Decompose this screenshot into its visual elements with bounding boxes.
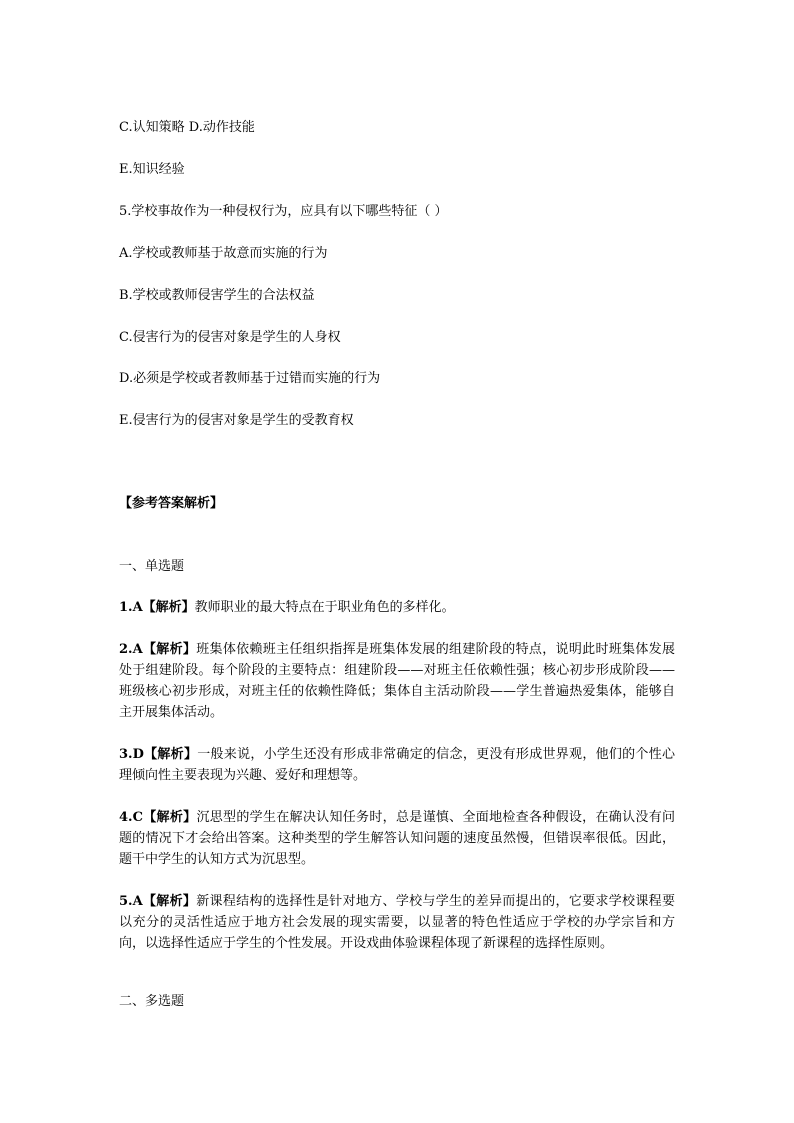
answer-text: 新课程结构的选择性是针对地方、学校与学生的差异而提出的，它要求学校课程要以充分的灵活性适应于地方社会发展的现实需要，以显著的特色性适应于学校的办学宗旨和方向，以选择性适应于学生的个性发展。开设戏曲体验课程体现了新课程的选择性原则。 — [119, 894, 675, 951]
answer-text: 教师职业的最大特点在于职业角色的多样化。 — [194, 600, 455, 615]
question-5-option-e: E.侵害行为的侵害对象是学生的受教育权 — [119, 413, 354, 428]
answer-prefix: 1.A【解析】 — [119, 600, 195, 615]
question-5-option-b: B.学校或教师侵害学生的合法权益 — [119, 288, 315, 303]
option-e: E.知识经验 — [119, 162, 185, 177]
answer-text: 一般来说，小学生还没有形成非常确定的信念，更没有形成世界观，他们的个性心理倾向性主要表现为兴趣、爱好和理想等。 — [119, 747, 675, 783]
answer-item-3 — [119, 744, 675, 786]
answer-item-4 — [119, 807, 675, 870]
answer-text: 沉思型的学生在解决认知任务时，总是谨慎、全面地检查各种假设，在确认没有问题的情况下才会给出答案。这种类型的学生解答认知问题的速度虽然慢，但错误率很低。因此，题干中学生的认知方式为沉思型。 — [119, 810, 675, 867]
answer-prefix: 3.D【解析】 — [119, 747, 198, 762]
answer-prefix: 4.C【解析】 — [119, 810, 197, 825]
answer-prefix: 2.A【解析】 — [119, 642, 197, 657]
question-5-option-c: C.侵害行为的侵害对象是学生的人身权 — [119, 330, 341, 345]
answer-prefix: 5.A【解析】 — [119, 894, 197, 909]
answer-item-2 — [119, 639, 675, 723]
question-5-option-d: D.必须是学校或者教师基于过错而实施的行为 — [119, 371, 381, 386]
answer-item-1 — [119, 597, 675, 618]
answer-item-5 — [119, 891, 675, 954]
question-5-stem: 5.学校事故作为一种侵权行为，应具有以下哪些特征（ ） — [119, 204, 448, 219]
section-multi-choice: 二、多选题 — [119, 994, 185, 1009]
options-c-d: C.认知策略 D.动作技能 — [119, 120, 255, 135]
answer-text: 班集体依赖班主任组织指挥是班集体发展的组建阶段的特点，说明此时班集体发展处于组建阶段。每个阶段的主要特点：组建阶段——对班主任依赖性强；核心初步形成阶段——班级核心初步形成，对班主任的依赖性降低；集体自主活动阶段——学生普遍热爱集体，能够自主开展集体活动。 — [119, 642, 675, 720]
section-single-choice: 一、单选题 — [119, 559, 185, 574]
question-5-option-a: A.学校或教师基于故意而实施的行为 — [119, 246, 328, 261]
answers-heading: 【参考答案解析】 — [119, 496, 224, 511]
